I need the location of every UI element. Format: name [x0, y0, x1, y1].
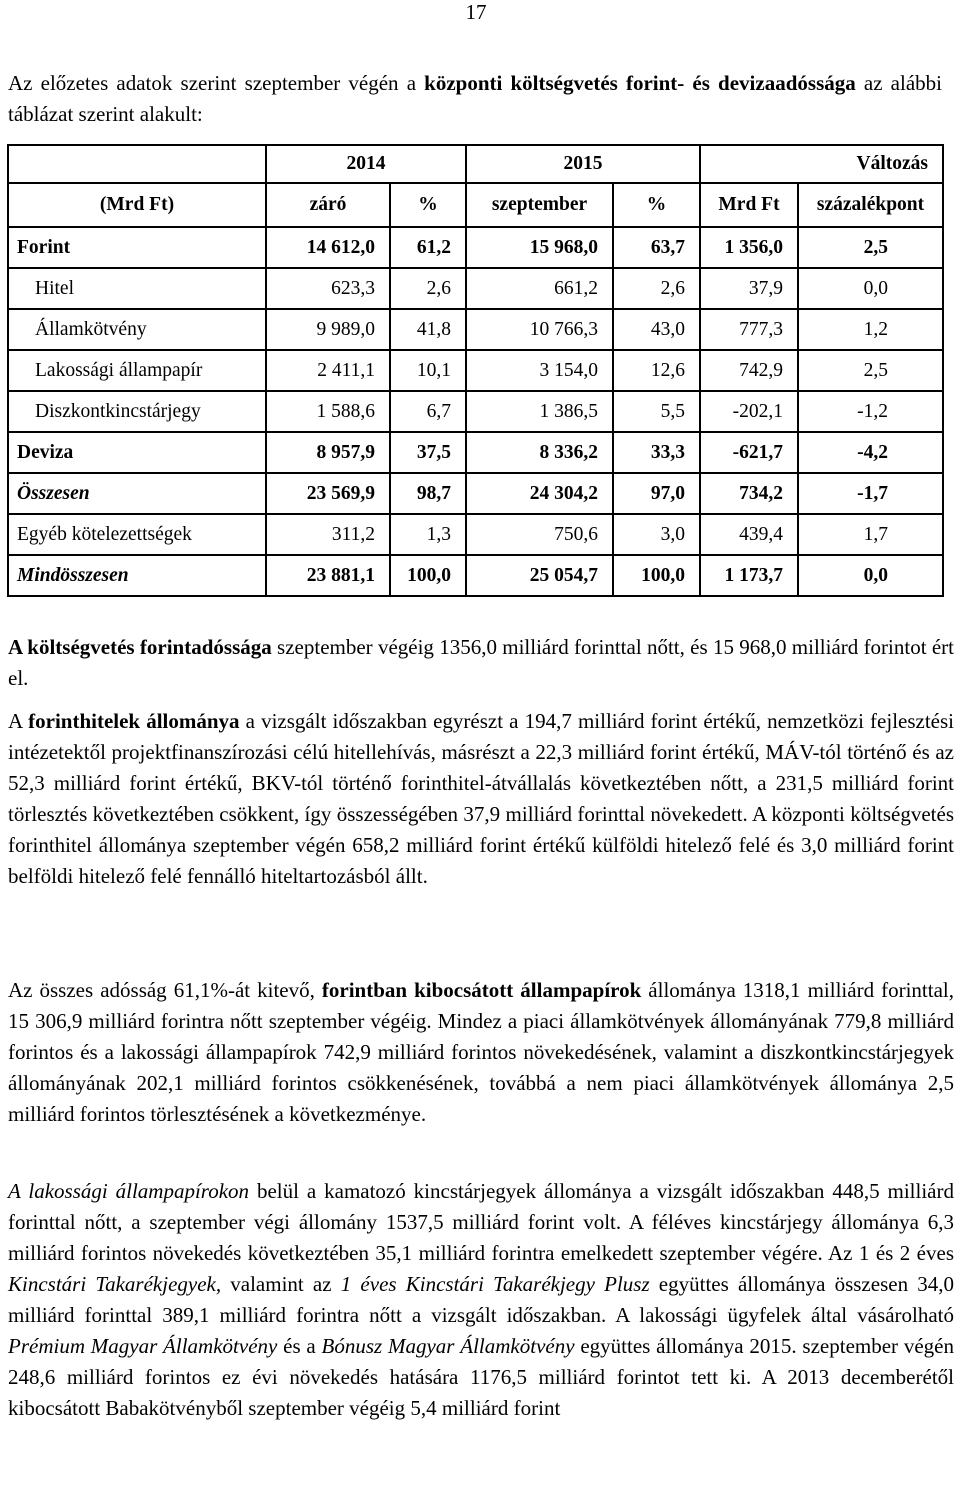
cell: 15 968,0: [466, 227, 613, 268]
table-row: [8, 473, 943, 514]
header-september: szeptember: [466, 183, 613, 227]
header-pct-2014: %: [390, 183, 466, 227]
paragraph-retail-securities: [8, 1176, 954, 1424]
p4-text-2: valamint az: [221, 1272, 341, 1296]
cell: 1 173,7: [700, 555, 798, 596]
cell: 8 336,2: [466, 432, 613, 473]
cell: 100,0: [390, 555, 466, 596]
table-row: [8, 350, 943, 391]
row-label: Államkötvény: [8, 309, 266, 350]
cell: 24 304,2: [466, 473, 613, 514]
p4-text-5: együttes állománya 2015. szeptember végén 248,6 milliárd forintos ez évi növekedés hatására 1176,5 milliárd forintot tett ki. A 2013 decemberétől kibocsátott Babakötvényből szeptember végéig 5,4 milliárd forint: [8, 1334, 954, 1420]
header-mrd-ft: Mrd Ft: [700, 183, 798, 227]
cell: 3 154,0: [466, 350, 613, 391]
cell: 2,5: [798, 227, 943, 268]
cell: 43,0: [613, 309, 700, 350]
cell: 63,7: [613, 227, 700, 268]
header-empty: [8, 145, 266, 183]
row-label: Mindösszesen: [8, 555, 266, 596]
cell: 98,7: [390, 473, 466, 514]
table-row: [8, 391, 943, 432]
cell: 23 569,9: [266, 473, 390, 514]
p2-text-2: a vizsgált időszakban egyrészt a 194,7 milliárd forint értékű, nemzetközi fejlesztési intézetektől projektfinanszírozási célú hitellehívás, másrészt a 22,3 milliárd forint értékű, MÁV-tól történő és az 52,3 milliárd forint értékű, BKV-tól történő forinthitel-átvállalás következtében nőtt, a 231,5 milliárd forint törlesztés következtében csökkent, így összességében 37,9 milliárd forinttal növekedett. A központi költségvetés forinthitel állománya szeptember végén 658,2 milliárd forint értékű külföldi hitelező felé és 3,0 milliárd forint belföldi hitelező felé fennálló hiteltartozásból állt.: [8, 709, 954, 888]
cell: 6,7: [390, 391, 466, 432]
cell: 439,4: [700, 514, 798, 555]
cell: 777,3: [700, 309, 798, 350]
table-header-years: [8, 145, 943, 183]
header-unit: (Mrd Ft): [8, 183, 266, 227]
p1-text: szeptember végéig 1356,0 milliárd forinttal nőtt, és 15 968,0 milliárd forintot ért el.: [8, 635, 954, 690]
cell: -621,7: [700, 432, 798, 473]
cell: -1,2: [798, 391, 943, 432]
cell: 9 989,0: [266, 309, 390, 350]
table-row: [8, 514, 943, 555]
cell: -4,2: [798, 432, 943, 473]
cell: 37,5: [390, 432, 466, 473]
header-pp: százalékpont: [798, 183, 943, 227]
cell: 10,1: [390, 350, 466, 391]
paragraph-forint-loans: [8, 706, 954, 892]
cell: 0,0: [798, 555, 943, 596]
header-pct-2015: %: [613, 183, 700, 227]
cell: 1,3: [390, 514, 466, 555]
cell: -1,7: [798, 473, 943, 514]
cell: 12,6: [613, 350, 700, 391]
cell: 37,9: [700, 268, 798, 309]
cell: 61,2: [390, 227, 466, 268]
cell: 2,5: [798, 350, 943, 391]
cell: 97,0: [613, 473, 700, 514]
cell: 623,3: [266, 268, 390, 309]
cell: 5,5: [613, 391, 700, 432]
table-row: [8, 432, 943, 473]
intro-paragraph: [8, 68, 942, 130]
cell: 1,2: [798, 309, 943, 350]
p4-text-1: belül a kamatozó kincstárjegyek állománya a vizsgált időszakban 448,5 milliárd forinttal nőtt, a szeptember végi állomány 1537,5 milliárd forint volt. A féléves kincstárjegy állománya 6,3 milliárd forintos növekedés következtében 35,1 milliárd forintra emelkedett szeptember végére. Az 1 és 2 éves: [8, 1179, 954, 1265]
header-change: Változás: [700, 145, 943, 183]
paragraph-forint-debt: [8, 632, 954, 694]
row-label: Deviza: [8, 432, 266, 473]
cell: -202,1: [700, 391, 798, 432]
p4-italic-3: 1 éves Kincstári Takarékjegy Plusz: [340, 1272, 650, 1296]
paragraph-securities: [8, 975, 954, 1130]
p4-text-3: együttes állománya összesen 34,0 milliárd forinttal 389,1 milliárd forintra nőtt a vizsgált időszakban. A lakossági ügyfelek által vásárolható: [8, 1272, 954, 1327]
row-label: Lakossági állampapír: [8, 350, 266, 391]
table-row: [8, 555, 943, 596]
p2-bold: forinthitelek állománya: [28, 709, 240, 733]
cell: 0,0: [798, 268, 943, 309]
cell: 8 957,9: [266, 432, 390, 473]
p3-text-2: állománya 1318,1 milliárd forinttal, 15 306,9 milliárd forintra nőtt szeptember végéig. Mindez a piaci államkötvények állományának 779,8 milliárd forintos és a lakossági állampapírok 742,9 milliárd forintos növekedésének, valamint a diszkontkincstárjegyek állományának 202,1 milliárd forintos csökkenésének, továbbá a nem piaci államkötvények állománya 2,5 milliárd forintos törlesztésének a következménye.: [8, 978, 954, 1126]
cell: 742,9: [700, 350, 798, 391]
intro-text-1: Az előzetes adatok szerint szeptember végén a: [8, 71, 425, 95]
p2-text-1: A: [8, 709, 29, 733]
cell: 100,0: [613, 555, 700, 596]
cell: 3,0: [613, 514, 700, 555]
row-label: Hitel: [8, 268, 266, 309]
p1-bold: A költségvetés forintadóssága: [8, 635, 272, 659]
cell: 23 881,1: [266, 555, 390, 596]
cell: 25 054,7: [466, 555, 613, 596]
p3-text-1: Az összes adósság 61,1%-át kitevő,: [8, 978, 322, 1002]
table-row: [8, 309, 943, 350]
cell: 1 356,0: [700, 227, 798, 268]
row-label: Forint: [8, 227, 266, 268]
row-label: Összesen: [8, 473, 266, 514]
intro-text-2: az alábbi táblázat szerint alakult:: [8, 71, 942, 126]
cell: 14 612,0: [266, 227, 390, 268]
p4-italic-2: Kincstári Takarékjegyek,: [8, 1272, 222, 1296]
cell: 10 766,3: [466, 309, 613, 350]
cell: 734,2: [700, 473, 798, 514]
cell: 2,6: [613, 268, 700, 309]
table-header-columns: [8, 183, 943, 227]
cell: 661,2: [466, 268, 613, 309]
cell: 1,7: [798, 514, 943, 555]
table-row: [8, 227, 943, 268]
cell: 1 588,6: [266, 391, 390, 432]
debt-table: [7, 144, 944, 597]
cell: 1 386,5: [466, 391, 613, 432]
p3-bold: forintban kibocsátott állampapírok: [321, 978, 642, 1002]
p4-italic-4: Prémium Magyar Államkötvény: [8, 1334, 278, 1358]
p4-text-4: és a: [277, 1334, 322, 1358]
row-label: Egyéb kötelezettségek: [8, 514, 266, 555]
cell: 41,8: [390, 309, 466, 350]
cell: 750,6: [466, 514, 613, 555]
header-year-2014: 2014: [266, 145, 466, 183]
header-closing: záró: [266, 183, 390, 227]
header-year-2015: 2015: [466, 145, 700, 183]
cell: 2,6: [390, 268, 466, 309]
page-number: 17: [465, 0, 487, 24]
p4-italic-5: Bónusz Magyar Államkötvény: [321, 1334, 575, 1358]
row-label: Diszkontkincstárjegy: [8, 391, 266, 432]
intro-bold: központi költségvetés forint- és devizaadóssága: [424, 71, 856, 95]
cell: 2 411,1: [266, 350, 390, 391]
cell: 311,2: [266, 514, 390, 555]
cell: 33,3: [613, 432, 700, 473]
p4-italic-1: A lakossági állampapírokon: [8, 1179, 250, 1203]
table-row: [8, 268, 943, 309]
